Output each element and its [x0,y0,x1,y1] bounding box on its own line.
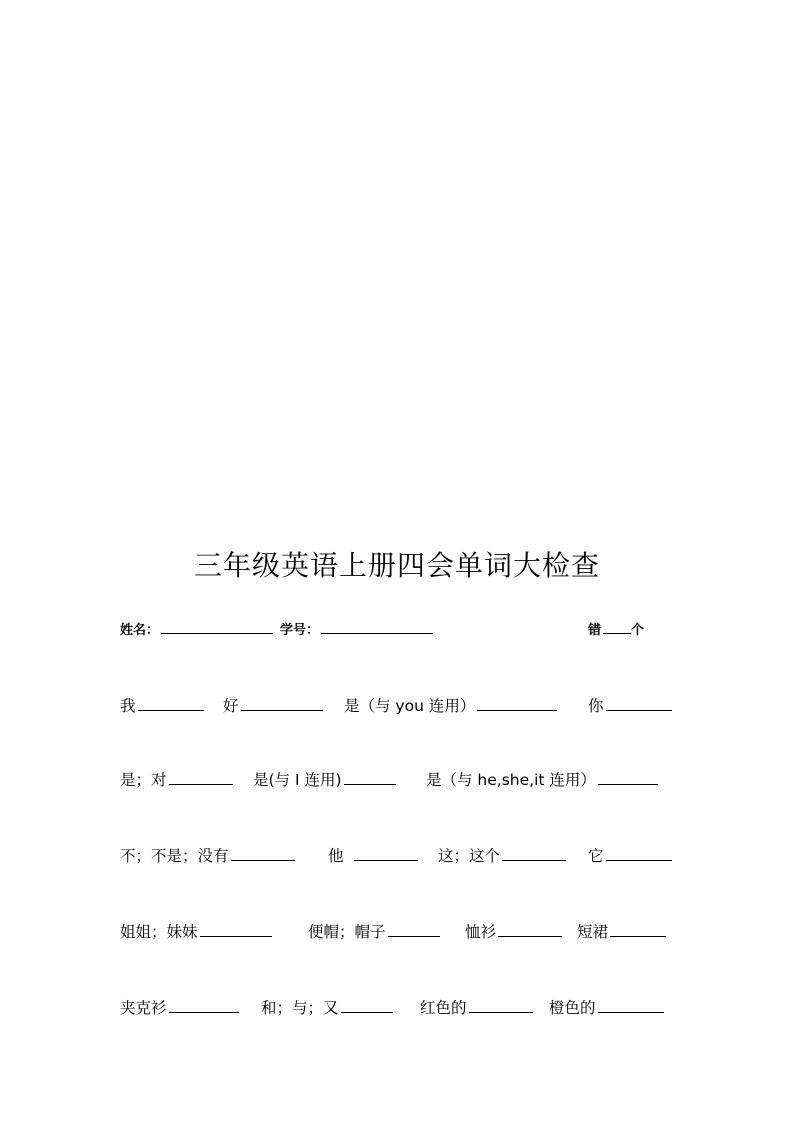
answer-blank[interactable] [477,694,557,711]
vocab-item [308,920,440,944]
vocab-item [261,996,393,1020]
name-blank[interactable] [161,619,273,634]
vocab-label: 便帽；帽子 [308,923,386,941]
vocab-label: 是；对 [120,771,167,789]
vocab-item [120,694,204,718]
answer-blank[interactable] [241,694,323,711]
vocab-label: 是(与 I 连用) [253,771,342,789]
student-info-row [120,619,680,641]
vocab-label: 好 [223,697,239,715]
vocab-item [328,844,418,868]
answer-blank[interactable] [231,844,295,861]
vocab-row-4 [120,920,676,944]
vocab-row-5 [120,996,676,1020]
vocab-item [465,920,562,944]
answer-blank[interactable] [138,694,204,711]
vocab-label: 是（与 he,she,it 连用） [426,771,596,789]
vocab-item [549,996,664,1020]
vocab-row-3 [120,844,676,868]
vocab-row-2 [120,768,676,792]
vocab-label: 夹克衫 [120,999,167,1017]
vocab-label: 他 [328,847,344,865]
vocab-label: 这；这个 [438,847,501,865]
vocab-row-1 [120,694,676,718]
vocab-label: 姐姐；妹妹 [120,923,198,941]
answer-blank[interactable] [606,694,672,711]
answer-blank[interactable] [598,996,664,1013]
answer-blank[interactable] [606,844,672,861]
vocab-item [344,694,557,718]
vocab-item [120,920,272,944]
answer-blank[interactable] [354,844,418,861]
answer-blank[interactable] [200,920,272,937]
vocab-label: 和；与；又 [261,999,339,1017]
vocab-label: 橙色的 [549,999,596,1017]
vocab-item [120,768,233,792]
errors-unit: 个 [631,623,645,638]
errors-section [588,619,644,642]
vocab-label: 是（与 you 连用） [344,697,476,715]
vocab-label: 它 [588,847,604,865]
vocab-item [420,996,533,1020]
vocab-item [120,844,295,868]
answer-blank[interactable] [610,920,666,937]
vocab-item [120,996,239,1020]
name-label: 姓名： [120,623,160,638]
answer-blank[interactable] [469,996,533,1013]
answer-blank[interactable] [502,844,566,861]
vocab-item [253,768,396,792]
answer-blank[interactable] [388,920,440,937]
id-section [280,619,433,642]
vocab-item [588,694,672,718]
vocab-item [223,694,323,718]
name-section [120,619,273,642]
answer-blank[interactable] [344,768,396,785]
answer-blank[interactable] [598,768,658,785]
vocab-item [426,768,658,792]
vocab-label: 恤衫 [465,923,497,941]
errors-label: 错 [588,623,602,638]
vocab-item [438,844,566,868]
id-blank[interactable] [321,619,433,634]
vocab-item [588,844,672,868]
id-label: 学号： [280,623,320,638]
answer-blank[interactable] [341,996,393,1013]
vocab-label: 红色的 [420,999,467,1017]
page-title: 三年级英语上册四会单词大检查 [193,549,600,582]
vocab-label: 不；不是；没有 [120,847,229,865]
errors-blank[interactable] [603,619,631,634]
answer-blank[interactable] [498,920,562,937]
answer-blank[interactable] [169,768,233,785]
answer-blank[interactable] [169,996,239,1013]
vocab-label: 我 [120,697,136,715]
vocab-item [577,920,666,944]
vocab-label: 短裙 [577,923,609,941]
vocab-label: 你 [588,697,604,715]
